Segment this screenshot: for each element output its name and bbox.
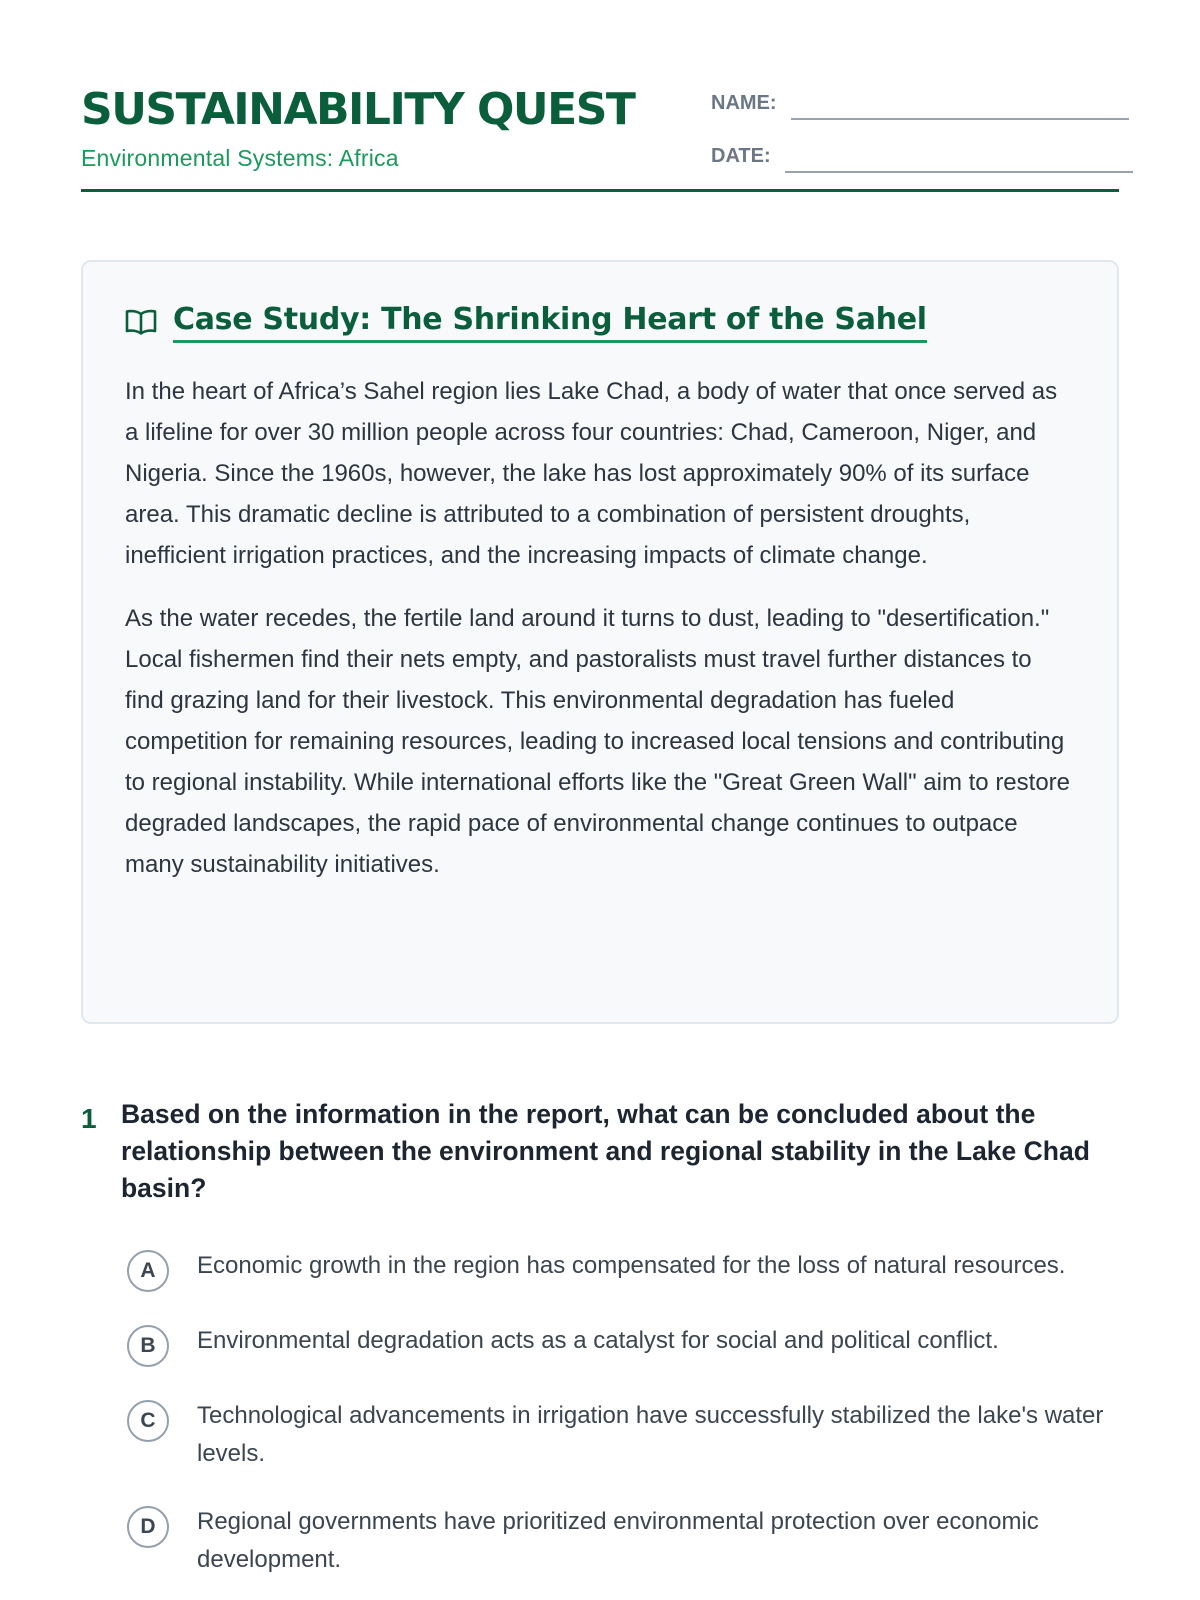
question-text: Based on the information in the report, what can be concluded about the relationship between the environment and regional stability in the Lake Chad basin? bbox=[121, 1099, 1090, 1203]
option-d[interactable] bbox=[127, 1503, 1119, 1579]
worksheet-subtitle: Environmental Systems: Africa bbox=[81, 145, 399, 171]
name-input-line[interactable] bbox=[791, 92, 1129, 120]
option-text: Economic growth in the region has compensated for the loss of natural resources. bbox=[197, 1252, 1066, 1279]
option-text: Environmental degradation acts as a catalyst for social and political conflict. bbox=[197, 1327, 999, 1354]
option-text: Technological advancements in irrigation have successfully stabilized the lake's water levels. bbox=[197, 1402, 1104, 1467]
option-text: Regional governments have prioritized environmental protection over economic development. bbox=[197, 1508, 1039, 1573]
option-c[interactable] bbox=[127, 1397, 1119, 1473]
case-study-paragraph: As the water recedes, the fertile land around it turns to dust, leading to "desertification." Local fishermen find their nets empty, and pastoralists must travel further distances to find grazing land for their livestock. This environmental degradation has fueled competition for remaining resources, leading to increased local tensions and contributing to regional instability. While international efforts like the "Great Green Wall" aim to restore degraded landscapes, the rapid pace of environmental change continues to outpace many sustainability initiatives. bbox=[125, 605, 1071, 878]
option-letter-badge[interactable]: C bbox=[127, 1400, 169, 1442]
date-label: DATE: bbox=[711, 145, 771, 167]
option-letter-badge[interactable]: A bbox=[127, 1250, 169, 1292]
name-label: NAME: bbox=[711, 92, 777, 114]
case-study-panel bbox=[81, 260, 1119, 1024]
option-a[interactable] bbox=[127, 1247, 1119, 1292]
answer-options bbox=[81, 1247, 1119, 1579]
worksheet-title: SUSTAINABILITY QUEST bbox=[81, 84, 635, 135]
worksheet-header bbox=[81, 80, 1119, 192]
case-study-title: Case Study: The Shrinking Heart of the Sahel bbox=[173, 300, 927, 343]
question-1 bbox=[81, 1096, 1119, 1207]
option-letter-badge[interactable]: B bbox=[127, 1325, 169, 1367]
open-book-icon bbox=[125, 308, 157, 336]
question-number: 1 bbox=[81, 1103, 97, 1134]
case-study-paragraph: In the heart of Africa’s Sahel region lies Lake Chad, a body of water that once served as a lifeline for over 30 million people across four countries: Chad, Cameroon, Niger, and Nigeria. Since the 1960s, however, the lake has lost approximately 90% of its surface area. This dramatic decline is attributed to a combination of persistent droughts, inefficient irrigation practices, and the increasing impacts of climate change. bbox=[125, 378, 1058, 569]
name-field bbox=[711, 90, 1129, 116]
case-study-heading bbox=[125, 300, 1075, 343]
date-input-line[interactable] bbox=[785, 145, 1133, 173]
option-letter-badge[interactable]: D bbox=[127, 1506, 169, 1548]
date-field bbox=[711, 143, 1133, 169]
option-b[interactable] bbox=[127, 1322, 1119, 1367]
